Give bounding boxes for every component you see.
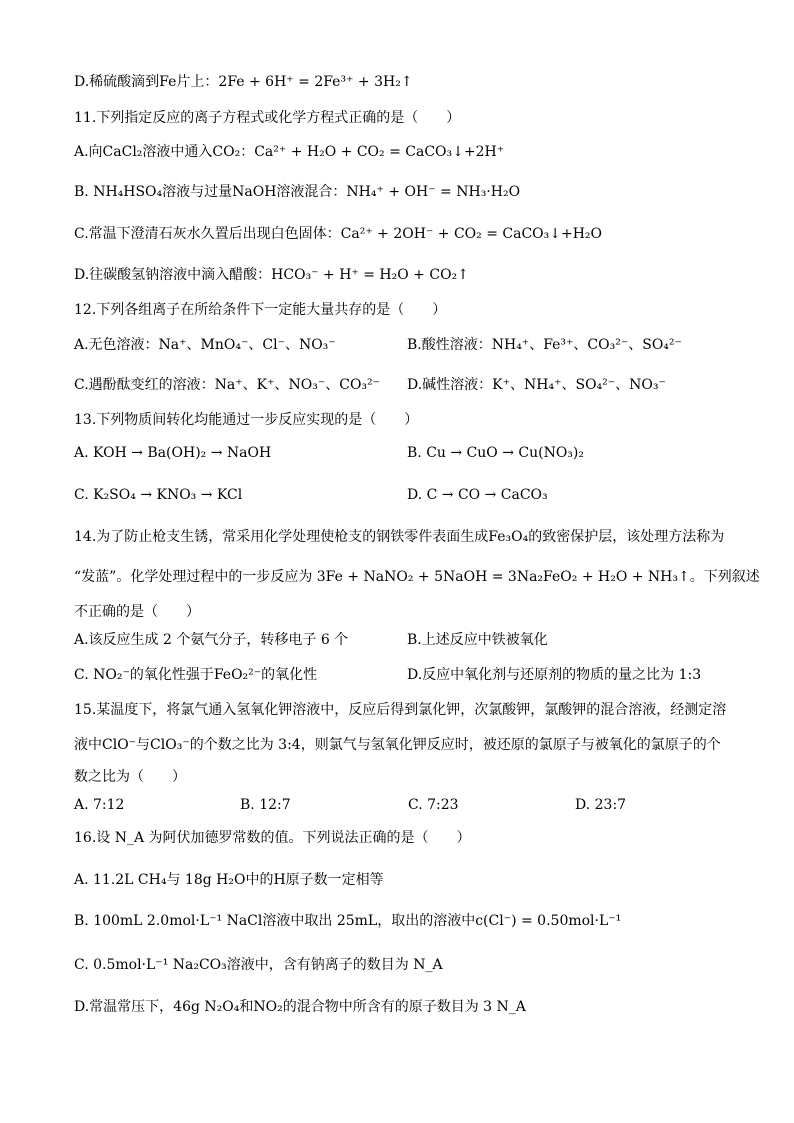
q15-option-b: B. 12:7 (240, 797, 291, 813)
q15-option-c: C. 7:23 (408, 797, 459, 813)
q15-stem-line-3: 数之比为（ ） (74, 769, 186, 785)
q11-stem: 11.下列指定反应的离子方程式或化学方程式正确的是（ ） (74, 110, 461, 126)
q11-option-c: C.常温下澄清石灰水久置后出现白色固体：Ca²⁺ + 2OH⁻ + CO₂ = CaCO₃↓+H₂O (74, 226, 603, 242)
q14-option-d: D.反应中氧化剂与还原剂的物质的量之比为 1:3 (407, 667, 702, 683)
q14-stem-line-1: 14.为了防止枪支生锈，常采用化学处理使枪支的钢铁零件表面生成Fe₃O₄的致密保护层，该处理方法称为 (74, 529, 725, 545)
q16-option-b: B. 100mL 2.0mol·L⁻¹ NaCl溶液中取出 25mL，取出的溶液中c(Cl⁻) = 0.50mol·L⁻¹ (74, 913, 622, 929)
q14-stem-line-3: 不正确的是（ ） (74, 604, 200, 620)
q12-option-d: D.碱性溶液：K⁺、NH₄⁺、SO₄²⁻、NO₃⁻ (407, 377, 666, 393)
q14-option-c: C. NO₂⁻的氧化性强于FeO₂²⁻的氧化性 (74, 667, 318, 683)
q13-stem: 13.下列物质间转化均能通过一步反应实现的是（ ） (74, 412, 419, 428)
q13-option-d: D. C → CO → CaCO₃ (407, 487, 548, 503)
q10-option-d: D.稀硫酸滴到Fe片上：2Fe + 6H⁺ = 2Fe³⁺ + 3H₂↑ (74, 74, 413, 90)
q16-stem: 16.设 N_A 为阿伏加德罗常数的值。下列说法正确的是（ ） (74, 830, 471, 846)
q12-option-c: C.遇酚酞变红的溶液：Na⁺、K⁺、NO₃⁻、CO₃²⁻ (74, 377, 381, 393)
q13-option-a: A. KOH → Ba(OH)₂ → NaOH (74, 445, 272, 461)
q13-option-b: B. Cu → CuO → Cu(NO₃)₂ (407, 445, 584, 461)
q11-option-b: B. NH₄HSO₄溶液与过量NaOH溶液混合：NH₄⁺ + OH⁻ = NH₃·H₂O (74, 184, 521, 200)
q16-option-c: C. 0.5mol·L⁻¹ Na₂CO₃溶液中，含有钠离子的数目为 N_A (74, 957, 443, 973)
q14-stem-line-2: “发蓝”。化学处理过程中的一步反应为 3Fe + NaNO₂ + 5NaOH = 3Na₂FeO₂ + H₂O + NH₃↑。下列叙述 (74, 569, 760, 585)
q11-option-a: A.向CaCl₂溶液中通入CO₂：Ca²⁺ + H₂O + CO₂ = CaCO₃↓+2H⁺ (74, 144, 505, 160)
q15-stem-line-1: 15.某温度下，将氯气通入氢氧化钾溶液中，反应后得到氯化钾，次氯酸钾，氯酸钾的混合溶液，经测定溶 (74, 702, 727, 718)
q16-option-d: D.常温常压下，46g N₂O₄和NO₂的混合物中所含有的原子数目为 3 N_A (74, 999, 526, 1015)
q16-option-a: A. 11.2L CH₄与 18g H₂O中的H原子数一定相等 (74, 872, 384, 888)
q15-option-a: A. 7:12 (74, 797, 125, 813)
q14-option-b: B.上述反应中铁被氧化 (407, 632, 548, 648)
q12-stem: 12.下列各组离子在所给条件下一定能大量共存的是（ ） (74, 302, 447, 318)
q15-option-d: D. 23:7 (575, 797, 627, 813)
q11-option-d: D.往碳酸氢钠溶液中滴入醋酸：HCO₃⁻ + H⁺ = H₂O + CO₂↑ (74, 267, 469, 283)
q13-option-c: C. K₂SO₄ → KNO₃ → KCl (74, 487, 243, 503)
q15-stem-line-2: 液中ClO⁻与ClO₃⁻的个数之比为 3:4，则氯气与氢氧化钾反应时，被还原的氯原子与被氧化的氯原子的个 (74, 737, 721, 753)
q12-option-a: A.无色溶液：Na⁺、MnO₄⁻、Cl⁻、NO₃⁻ (74, 337, 336, 353)
q12-option-b: B.酸性溶液：NH₄⁺、Fe³⁺、CO₃²⁻、SO₄²⁻ (407, 337, 682, 353)
q14-option-a: A.该反应生成 2 个氨气分子，转移电子 6 个 (74, 632, 349, 648)
